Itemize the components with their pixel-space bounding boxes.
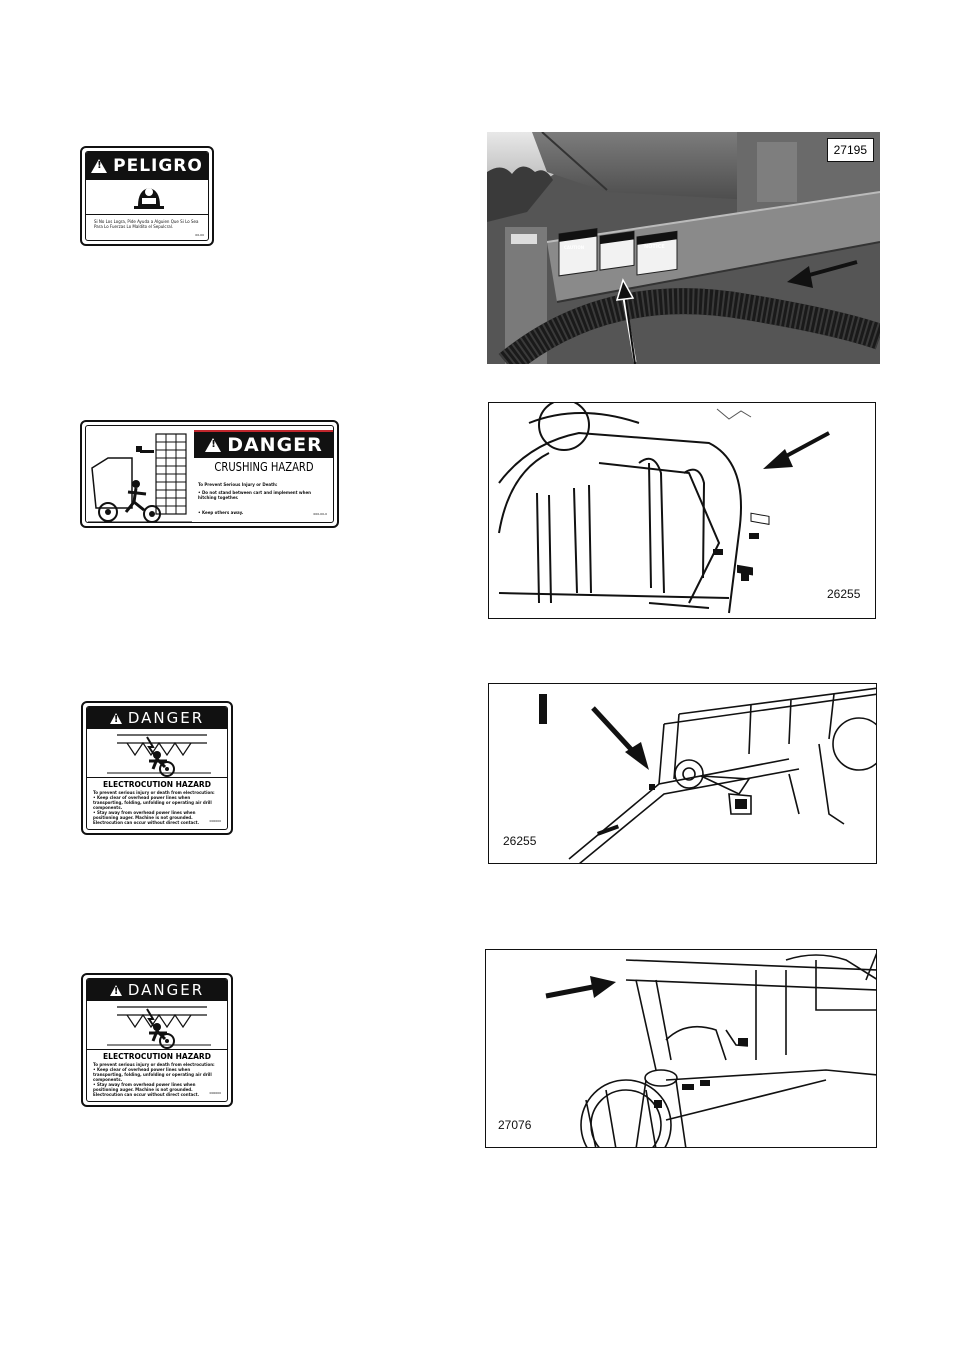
figure-number: 26255 xyxy=(503,834,537,848)
peligro-decal xyxy=(80,146,214,246)
crushing-hazard-decal xyxy=(80,420,339,528)
peligro-signal-word: PELIGRO xyxy=(113,156,203,176)
hitch-line-drawing xyxy=(489,684,877,864)
tank-decal-drawing xyxy=(488,402,876,619)
crushing-decal-border xyxy=(85,425,334,523)
crushing-code: 000-00-0 xyxy=(313,512,327,516)
warning-triangle-icon xyxy=(110,985,122,996)
electrocution-signal-word: DANGER xyxy=(127,709,205,727)
electrocution-bullet: • Keep clear of overhead power lines when transporting, folding, unfolding or operating air drill components. xyxy=(93,795,212,810)
hitch-decal-drawing xyxy=(488,683,877,864)
decal-location-photo xyxy=(487,132,880,364)
entanglement-pictogram-icon xyxy=(86,180,209,214)
electrocution-decal-border xyxy=(86,706,228,830)
electrocution-decal-border xyxy=(86,978,228,1102)
photo-label-notice: NOTICE xyxy=(644,244,665,250)
electrocution-lead: To prevent serious injury or death from electrocution: xyxy=(93,790,215,795)
electrocution-pictogram-icon xyxy=(87,1001,228,1049)
electrocution-lead: To prevent serious injury or death from electrocution: xyxy=(93,1062,215,1067)
crushing-pictogram-icon xyxy=(88,428,192,523)
electrocution-hazard-title: ELECTROCUTION HAZARD xyxy=(103,1052,211,1061)
warning-triangle-icon xyxy=(110,713,122,724)
electrocution-hazard-title: ELECTROCUTION HAZARD xyxy=(103,780,211,789)
peligro-header xyxy=(86,152,208,180)
photo-label-caution: CAUTION xyxy=(564,245,585,250)
auger-decal-drawing xyxy=(485,949,877,1148)
tank-line-drawing xyxy=(489,403,876,619)
crushing-bullet: • Do not stand between cart and implement when hitching together. xyxy=(198,490,312,500)
figure-number: 26255 xyxy=(827,587,861,601)
electrocution-code: 000000 xyxy=(209,819,221,823)
electrocution-code: 000000 xyxy=(209,1091,221,1095)
crushing-bullet: • Keep others away. xyxy=(198,510,244,515)
crushing-header xyxy=(194,430,334,458)
crushing-hazard-title: CRUSHING HAZARD xyxy=(214,461,314,475)
electrocution-pictogram-icon xyxy=(87,729,228,777)
peligro-safety-text: Si No Los Logra, Pide Ayuda a Alguien Que Si Lo Sea Para Lo Fuerzas Lo Maldito el Sepulcral. xyxy=(94,219,199,229)
peligro-decal-border xyxy=(85,151,209,241)
electrocution-header xyxy=(87,707,227,729)
figure-number: 27195 xyxy=(827,138,874,162)
electrocution-header xyxy=(87,979,227,1001)
electrocution-hazard-decal xyxy=(81,973,233,1107)
electrocution-bullet: • Keep clear of overhead power lines when transporting, folding, unfolding or operating air drill components. xyxy=(93,1067,212,1082)
electrocution-hazard-decal xyxy=(81,701,233,835)
warning-triangle-icon xyxy=(91,159,107,173)
crushing-lead: To Prevent Serious Injury or Death: xyxy=(198,482,278,487)
photo-scene xyxy=(487,132,880,364)
crushing-signal-word: DANGER xyxy=(227,434,323,456)
warning-triangle-icon xyxy=(205,438,221,452)
figure-number: 27076 xyxy=(498,1118,532,1132)
peligro-code: 00-00 xyxy=(195,233,204,237)
electrocution-bullet: • Stay away from overhead power lines when positioning auger. Machine is not grounded. Electrocution can occur without direct contact. xyxy=(93,1082,200,1097)
electrocution-signal-word: DANGER xyxy=(127,981,205,999)
electrocution-bullet: • Stay away from overhead power lines when positioning auger. Machine is not grounded. Electrocution can occur without direct contact. xyxy=(93,810,200,825)
auger-line-drawing xyxy=(486,950,877,1148)
